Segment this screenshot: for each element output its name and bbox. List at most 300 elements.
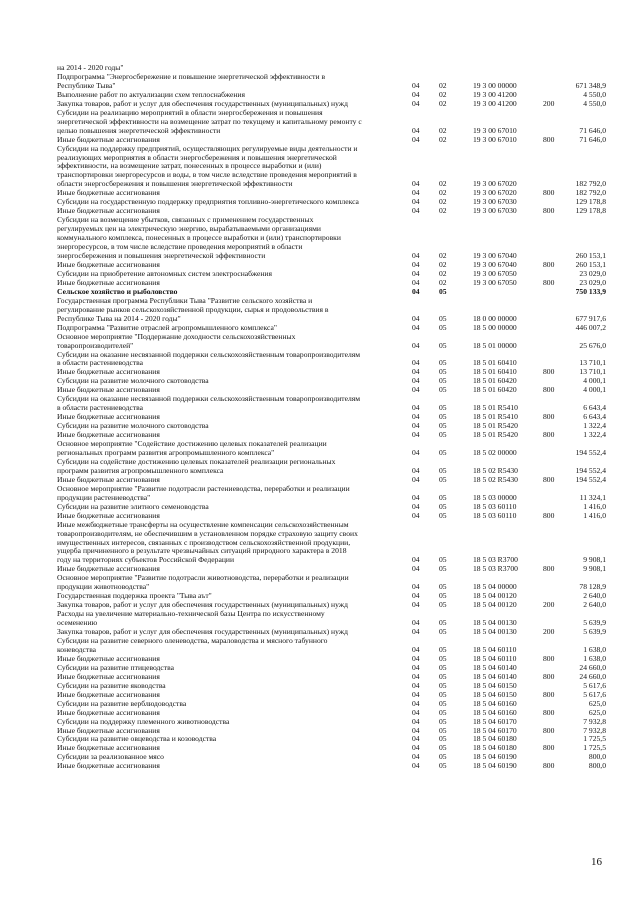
- row-expense-type: 800: [543, 412, 555, 422]
- row-target-article: 19 3 00 67020: [473, 179, 517, 189]
- row-name: Основное мероприятие "Развитие подотрасли животноводства, переработки и реализации: [57, 573, 349, 583]
- row-name: в области растениеводства: [57, 403, 144, 413]
- row-section-code: 04: [412, 564, 420, 574]
- row-section-code: 04: [412, 653, 420, 663]
- row-amount: 800,0: [588, 752, 606, 762]
- row-subsection-code: 02: [439, 259, 447, 269]
- row-name: Иные бюджетные ассигнования: [57, 367, 160, 377]
- row-name: Государственная программа Республики Тыва "Развитие сельского хозяйства и: [57, 295, 313, 305]
- row-amount: 1 322,4: [583, 430, 606, 440]
- row-section-code: 04: [412, 671, 420, 681]
- row-subsection-code: 02: [439, 188, 447, 198]
- row-target-article: 19 3 00 67040: [473, 251, 517, 261]
- row-name: Основное мероприятие "Развитие подотрасли растениеводства, переработки и реализации: [57, 483, 350, 493]
- row-target-article: 18 5 04 60190: [473, 752, 517, 762]
- row-name: Субсидии на оказание несвязанной поддержки сельскохозяйственным товаропроизводителям: [57, 394, 361, 404]
- row-section-code: 04: [412, 98, 420, 108]
- row-subsection-code: 05: [439, 564, 447, 574]
- row-name: Субсидии на развитие северного оленеводства, мараловодства и мясного табунного: [57, 636, 328, 645]
- row-name: Субсидии на поддержку племенного животноводства: [57, 716, 230, 726]
- row-target-article: 18 5 04 00130: [473, 618, 517, 628]
- row-subsection-code: 05: [439, 421, 447, 431]
- row-amount: 9 908,1: [583, 564, 606, 574]
- row-target-article: 19 3 00 67030: [473, 206, 517, 216]
- row-amount: 1 725,5: [583, 743, 606, 753]
- row-name: реализующих мероприятия в области энергосбережения и повышения энергетической: [57, 152, 337, 162]
- row-amount: 1 638,0: [583, 644, 606, 654]
- row-amount: 129 178,8: [575, 197, 606, 207]
- row-section-code: 04: [412, 465, 420, 475]
- row-amount: 71 646,0: [579, 125, 606, 135]
- row-section-code: 04: [412, 403, 420, 413]
- row-amount: 260 153,1: [575, 259, 606, 269]
- row-amount: 800,0: [588, 761, 606, 771]
- row-amount: 182 792,0: [575, 179, 606, 189]
- row-amount: 625,0: [588, 707, 606, 717]
- row-section-code: 04: [412, 618, 420, 628]
- row-amount: 7 932,8: [583, 725, 606, 735]
- row-target-article: 18 5 04 00120: [473, 600, 517, 610]
- row-expense-type: 800: [543, 564, 555, 574]
- row-name: регулируемых цен на электрическую энергию, вырабатываемыми организациями: [57, 224, 321, 234]
- row-subsection-code: 02: [439, 179, 447, 189]
- row-amount: 1 638,0: [583, 653, 606, 663]
- row-name: Субсидии на развитие молочного скотоводства: [57, 376, 209, 386]
- row-target-article: 18 5 04 60150: [473, 680, 517, 690]
- row-section-code: 04: [412, 125, 420, 135]
- row-amount: 1 416,0: [583, 510, 606, 520]
- row-section-code: 04: [412, 743, 420, 753]
- row-amount: 194 552,4: [575, 447, 606, 457]
- row-section-code: 04: [412, 447, 420, 457]
- row-amount: 78 128,9: [579, 582, 606, 592]
- row-subsection-code: 02: [439, 251, 447, 261]
- row-subsection-code: 05: [439, 447, 447, 457]
- row-amount: 6 643,4: [583, 412, 606, 422]
- row-amount: 23 029,0: [579, 277, 606, 287]
- row-expense-type: 800: [543, 707, 555, 717]
- row-expense-type: 800: [543, 474, 555, 484]
- row-target-article: 18 5 04 60170: [473, 725, 517, 735]
- row-name: Субсидии на приобретение автономных систем электроснабжения: [57, 268, 272, 278]
- row-target-article: 19 3 00 67020: [473, 188, 517, 198]
- row-target-article: 18 5 01 R5410: [473, 403, 518, 413]
- row-name: Республике Тыва на 2014 - 2020 годы": [57, 313, 181, 323]
- row-section-code: 04: [412, 286, 420, 296]
- row-amount: 2 640,0: [583, 600, 606, 610]
- row-name: Иные бюджетные ассигнования: [57, 430, 160, 440]
- row-target-article: 18 5 04 60190: [473, 761, 517, 771]
- row-amount: 182 792,0: [575, 188, 606, 198]
- row-amount: 6 643,4: [583, 403, 606, 413]
- row-amount: 446 007,2: [575, 322, 606, 332]
- row-target-article: 18 5 04 60110: [473, 653, 517, 663]
- row-amount: 9 908,1: [583, 555, 606, 565]
- row-name: продукции животноводства": [57, 582, 150, 592]
- row-expense-type: 200: [543, 627, 555, 637]
- row-name: Иные бюджетные ассигнования: [57, 385, 160, 395]
- row-subsection-code: 02: [439, 206, 447, 216]
- row-name: на 2014 - 2020 годы": [57, 63, 124, 72]
- row-target-article: 18 5 04 60160: [473, 698, 517, 708]
- row-name: Иные бюджетные ассигнования: [57, 206, 160, 216]
- row-name: Субсидии на поддержку предприятий, осуществляющих регулируемые виды деятельности и: [57, 143, 358, 153]
- row-amount: 5 639,9: [583, 627, 606, 637]
- row-subsection-code: 05: [439, 322, 447, 332]
- row-name: Сельское хозяйство и рыболовство: [57, 286, 178, 296]
- row-amount: 671 348,9: [575, 80, 606, 90]
- row-target-article: 19 3 00 67040: [473, 259, 517, 269]
- row-expense-type: 800: [543, 206, 555, 216]
- row-name: Иные бюджетные ассигнования: [57, 412, 160, 422]
- row-name: в области растениеводства: [57, 358, 144, 368]
- row-amount: 25 676,0: [579, 340, 606, 350]
- row-subsection-code: 02: [439, 89, 447, 99]
- row-section-code: 04: [412, 89, 420, 99]
- row-subsection-code: 05: [439, 716, 447, 726]
- budget-table: [57, 64, 606, 771]
- row-expense-type: 800: [543, 671, 555, 681]
- row-name: эффективности, на возмещение затрат, понесенных в процессе выработки и (или): [57, 161, 322, 171]
- row-name: Подпрограмма "Энергосбережение и повышение энергетической эффективности в: [57, 71, 326, 81]
- row-section-code: 04: [412, 367, 420, 377]
- row-name: Иные бюджетные ассигнования: [57, 259, 160, 269]
- row-section-code: 04: [412, 412, 420, 422]
- row-subsection-code: 05: [439, 761, 447, 771]
- row-subsection-code: 05: [439, 698, 447, 708]
- row-amount: 260 153,1: [575, 251, 606, 261]
- row-amount: 5 617,6: [583, 689, 606, 699]
- row-target-article: 18 5 04 60180: [473, 734, 517, 744]
- row-subsection-code: 05: [439, 680, 447, 690]
- table-row: [57, 610, 606, 619]
- row-section-code: 04: [412, 421, 420, 431]
- row-target-article: 18 5 04 60170: [473, 716, 517, 726]
- row-subsection-code: 05: [439, 734, 447, 744]
- row-subsection-code: 05: [439, 707, 447, 717]
- row-subsection-code: 05: [439, 492, 447, 502]
- row-amount: 129 178,8: [575, 206, 606, 216]
- row-section-code: 04: [412, 492, 420, 502]
- row-name: Выполнение работ по актуализации схем теплоснабжения: [57, 89, 245, 99]
- row-name: Субсидии на развитие яководства: [57, 680, 166, 690]
- row-expense-type: 800: [543, 188, 555, 198]
- row-section-code: 04: [412, 206, 420, 216]
- row-target-article: 18 5 04 60140: [473, 662, 517, 672]
- row-target-article: 18 5 01 60410: [473, 358, 517, 368]
- row-target-article: 18 5 00 00000: [473, 322, 517, 332]
- row-target-article: 18 5 03 60110: [473, 501, 517, 511]
- row-subsection-code: 05: [439, 367, 447, 377]
- row-subsection-code: 05: [439, 412, 447, 422]
- row-expense-type: 800: [543, 277, 555, 287]
- row-expense-type: 800: [543, 689, 555, 699]
- row-expense-type: 800: [543, 430, 555, 440]
- row-target-article: 19 3 00 67050: [473, 277, 517, 287]
- row-name: целью повышения энергетической эффективности: [57, 125, 221, 135]
- row-target-article: 18 5 04 60110: [473, 644, 517, 654]
- row-subsection-code: 02: [439, 197, 447, 207]
- row-expense-type: 800: [543, 367, 555, 377]
- row-name: программ развития агропромышленного комплекса: [57, 465, 224, 475]
- row-subsection-code: 02: [439, 134, 447, 144]
- row-target-article: 18 5 02 00000: [473, 447, 517, 457]
- row-amount: 677 917,6: [575, 313, 606, 323]
- row-subsection-code: 05: [439, 340, 447, 350]
- row-name: продукции растениеводства": [57, 492, 151, 502]
- row-name: Иные бюджетные ассигнования: [57, 689, 160, 699]
- row-subsection-code: 05: [439, 582, 447, 592]
- row-subsection-code: 05: [439, 510, 447, 520]
- row-expense-type: 800: [543, 510, 555, 520]
- row-name: Иные бюджетные ассигнования: [57, 761, 160, 771]
- row-name: Субсидии на развитие молочного скотоводства: [57, 421, 209, 431]
- row-amount: 4 550,0: [583, 89, 606, 99]
- row-subsection-code: 05: [439, 689, 447, 699]
- row-subsection-code: 05: [439, 430, 447, 440]
- row-name: Субсидии на развитие птицеводства: [57, 662, 174, 672]
- row-name: товаропроизводителей": [57, 340, 134, 350]
- row-section-code: 04: [412, 322, 420, 332]
- row-name: Иные бюджетные ассигнования: [57, 653, 160, 663]
- row-target-article: 18 5 02 R5430: [473, 474, 518, 484]
- row-amount: 7 932,8: [583, 716, 606, 726]
- row-name: Иные бюджетные ассигнования: [57, 564, 160, 574]
- row-subsection-code: 02: [439, 98, 447, 108]
- row-subsection-code: 05: [439, 600, 447, 610]
- row-target-article: 18 5 01 R5410: [473, 412, 518, 422]
- row-target-article: 18 5 01 60410: [473, 367, 517, 377]
- row-section-code: 04: [412, 591, 420, 601]
- row-target-article: 18 5 01 R5420: [473, 430, 518, 440]
- row-subsection-code: 05: [439, 313, 447, 323]
- row-section-code: 04: [412, 555, 420, 565]
- row-amount: 13 710,1: [579, 367, 606, 377]
- row-subsection-code: 05: [439, 653, 447, 663]
- row-subsection-code: 05: [439, 474, 447, 484]
- row-amount: 5 617,6: [583, 680, 606, 690]
- row-name: Закупка товаров, работ и услуг для обеспечения государственных (муниципальных) нужд: [57, 627, 348, 637]
- row-target-article: 18 5 01 R5420: [473, 421, 518, 431]
- row-subsection-code: 05: [439, 465, 447, 475]
- row-name: Иные бюджетные ассигнования: [57, 474, 160, 484]
- row-subsection-code: 05: [439, 286, 447, 296]
- row-name: Иные межбюджетные трансферты на осуществление компенсации сельскохозяйственным: [57, 519, 349, 529]
- row-name: Субсидии на содействие достижению целевых показателей реализации региональных: [57, 456, 336, 466]
- row-target-article: 19 3 00 67010: [473, 134, 517, 144]
- row-section-code: 04: [412, 627, 420, 637]
- table-row: [57, 333, 606, 342]
- row-target-article: 18 5 01 60420: [473, 376, 517, 386]
- row-section-code: 04: [412, 268, 420, 278]
- row-section-code: 04: [412, 752, 420, 762]
- row-subsection-code: 05: [439, 743, 447, 753]
- row-name: Субсидии на развитие элитного семеноводства: [57, 501, 209, 511]
- row-section-code: 04: [412, 179, 420, 189]
- table-row: [57, 73, 606, 82]
- row-subsection-code: 05: [439, 403, 447, 413]
- row-target-article: 18 5 04 00120: [473, 591, 517, 601]
- row-subsection-code: 05: [439, 627, 447, 637]
- row-name: ущерба причиненного в результате чрезвычайных ситуаций природного характера в 2018: [57, 546, 347, 556]
- row-target-article: 19 3 00 67010: [473, 125, 517, 135]
- row-target-article: 18 5 04 60140: [473, 671, 517, 681]
- row-target-article: 19 3 00 00000: [473, 80, 517, 90]
- row-target-article: 18 5 01 60420: [473, 385, 517, 395]
- row-name: области энергосбережения и повышения энергетической эффективности: [57, 179, 293, 189]
- row-name: Подпрограмма "Развитие отраслей агропромышленного комплекса": [57, 322, 277, 332]
- row-name: Закупка товаров, работ и услуг для обеспечения государственных (муниципальных) нужд: [57, 600, 348, 610]
- row-section-code: 04: [412, 197, 420, 207]
- row-section-code: 04: [412, 689, 420, 699]
- row-name: Субсидии на государственную поддержку предприятия топливно-энергетического комплекса: [57, 197, 359, 207]
- row-section-code: 04: [412, 80, 420, 90]
- row-name: товаропроизводителям, не обеспечившим в установленном порядке страховую защиту своих: [57, 528, 358, 538]
- row-subsection-code: 05: [439, 555, 447, 565]
- row-section-code: 04: [412, 644, 420, 654]
- row-section-code: 04: [412, 600, 420, 610]
- row-name: Субсидии на оказание несвязанной поддержки сельскохозяйственным товаропроизводителям: [57, 349, 361, 359]
- row-section-code: 04: [412, 340, 420, 350]
- row-subsection-code: 05: [439, 618, 447, 628]
- row-name: региональных программ развития агропромышленного комплекса": [57, 447, 275, 457]
- row-section-code: 04: [412, 725, 420, 735]
- row-section-code: 04: [412, 277, 420, 287]
- row-section-code: 04: [412, 251, 420, 261]
- row-expense-type: 200: [543, 98, 555, 108]
- row-name: энергоресурсов, в том числе вследствие проведения мероприятий в области: [57, 242, 303, 252]
- row-name: энергетической эффективности на возмещение затрат по текущему и капитальному ремонту с: [57, 116, 362, 126]
- row-subsection-code: 05: [439, 671, 447, 681]
- row-expense-type: 200: [543, 600, 555, 610]
- table-row: [57, 762, 606, 771]
- row-name: Государственная поддержка проекта "Тыва аът": [57, 591, 212, 601]
- row-section-code: 04: [412, 430, 420, 440]
- row-name: осеменению: [57, 618, 98, 628]
- row-target-article: 18 5 04 60180: [473, 743, 517, 753]
- row-target-article: 18 5 04 60150: [473, 689, 517, 699]
- row-subsection-code: 02: [439, 277, 447, 287]
- row-name: Субсидии за реализованное мясо: [57, 752, 164, 762]
- row-amount: 1 416,0: [583, 501, 606, 511]
- row-expense-type: 800: [543, 761, 555, 771]
- row-name: Иные бюджетные ассигнования: [57, 725, 160, 735]
- row-name: коневодства: [57, 644, 97, 654]
- row-subsection-code: 05: [439, 385, 447, 395]
- row-name: Иные бюджетные ассигнования: [57, 277, 160, 287]
- row-target-article: 19 3 00 67050: [473, 268, 517, 278]
- row-target-article: 18 5 02 R5430: [473, 465, 518, 475]
- row-amount: 11 324,1: [579, 492, 606, 502]
- row-amount: 1 322,4: [583, 421, 606, 431]
- row-target-article: 18 5 03 60110: [473, 510, 517, 520]
- row-name: коммунального комплекса, понесенных в процессе выработки и (или) транспортировки: [57, 233, 341, 243]
- row-section-code: 04: [412, 698, 420, 708]
- row-target-article: 19 3 00 67030: [473, 197, 517, 207]
- row-name: Расходы на увеличение материально-технической базы Центра по искусственному: [57, 609, 325, 619]
- row-target-article: 19 3 00 41200: [473, 89, 517, 99]
- row-name: Основное мероприятие "Поддержание доходности сельскохозяйственных: [57, 331, 296, 341]
- row-name: Основное мероприятие "Содействие достижению целевых показателей реализации: [57, 439, 327, 449]
- row-amount: 23 029,0: [579, 268, 606, 278]
- row-subsection-code: 05: [439, 358, 447, 368]
- row-amount: 24 660,0: [579, 662, 606, 672]
- row-name: Иные бюджетные ассигнования: [57, 188, 160, 198]
- row-amount: 4 000,1: [583, 385, 606, 395]
- row-amount: 4 550,0: [583, 98, 606, 108]
- row-amount: 24 660,0: [579, 671, 606, 681]
- row-amount: 625,0: [588, 698, 606, 708]
- row-subsection-code: 05: [439, 662, 447, 672]
- row-expense-type: 800: [543, 743, 555, 753]
- row-name: Республике Тыва": [57, 80, 116, 90]
- row-name: Закупка товаров, работ и услуг для обеспечения государственных (муниципальных) нужд: [57, 98, 348, 108]
- row-amount: 1 725,5: [583, 734, 606, 744]
- row-expense-type: 800: [543, 385, 555, 395]
- row-section-code: 04: [412, 259, 420, 269]
- row-subsection-code: 05: [439, 501, 447, 511]
- row-target-article: 18 5 04 00000: [473, 582, 517, 592]
- page-number: 16: [591, 856, 602, 868]
- row-subsection-code: 05: [439, 752, 447, 762]
- row-target-article: 18 5 03 00000: [473, 492, 517, 502]
- row-subsection-code: 02: [439, 125, 447, 135]
- row-section-code: 04: [412, 707, 420, 717]
- row-target-article: 18 5 01 00000: [473, 340, 517, 350]
- row-target-article: 18 5 03 R3700: [473, 564, 518, 574]
- row-section-code: 04: [412, 385, 420, 395]
- row-subsection-code: 05: [439, 591, 447, 601]
- row-name: Иные бюджетные ассигнования: [57, 707, 160, 717]
- row-amount: 13 710,1: [579, 358, 606, 368]
- row-name: имущественных интересов, связанных с производством сельскохозяйственной продукции,: [57, 537, 351, 547]
- row-section-code: 04: [412, 134, 420, 144]
- row-name: Иные бюджетные ассигнования: [57, 510, 160, 520]
- row-subsection-code: 05: [439, 644, 447, 654]
- row-name: Иные бюджетные ассигнования: [57, 134, 160, 144]
- row-name: Субсидии на возмещение убытков, связанных с применением государственных: [57, 215, 314, 225]
- row-name: регулирование рынков сельскохозяйственной продукции, сырья и продовольствия в: [57, 304, 329, 314]
- row-section-code: 04: [412, 582, 420, 592]
- row-expense-type: 800: [543, 259, 555, 269]
- row-section-code: 04: [412, 680, 420, 690]
- row-amount: 4 000,1: [583, 376, 606, 386]
- row-section-code: 04: [412, 376, 420, 386]
- row-name: транспортировки энергоресурсов и воды, в том числе вследствие проведения мероприятий в: [57, 170, 357, 180]
- row-amount: 750 133,9: [575, 286, 606, 296]
- row-section-code: 04: [412, 510, 420, 520]
- row-section-code: 04: [412, 313, 420, 323]
- row-name: Иные бюджетные ассигнования: [57, 743, 160, 753]
- row-subsection-code: 05: [439, 376, 447, 386]
- row-name: Субсидии на реализацию мероприятий в области энергосбережения и повышения: [57, 107, 323, 117]
- row-name: году на территориях субъектов Российской Федерации: [57, 555, 235, 565]
- table-row: [57, 637, 606, 646]
- row-name: Субсидии на развитие овцеводства и козоводства: [57, 734, 217, 744]
- row-amount: 2 640,0: [583, 591, 606, 601]
- row-section-code: 04: [412, 662, 420, 672]
- row-amount: 5 639,9: [583, 618, 606, 628]
- row-subsection-code: 05: [439, 725, 447, 735]
- row-target-article: 18 5 03 R3700: [473, 555, 518, 565]
- row-subsection-code: 02: [439, 80, 447, 90]
- row-section-code: 04: [412, 474, 420, 484]
- row-name: Субсидии на развитие верблюдоводства: [57, 698, 187, 708]
- row-section-code: 04: [412, 761, 420, 771]
- row-target-article: 19 3 00 41200: [473, 98, 517, 108]
- row-expense-type: 800: [543, 134, 555, 144]
- row-amount: 71 646,0: [579, 134, 606, 144]
